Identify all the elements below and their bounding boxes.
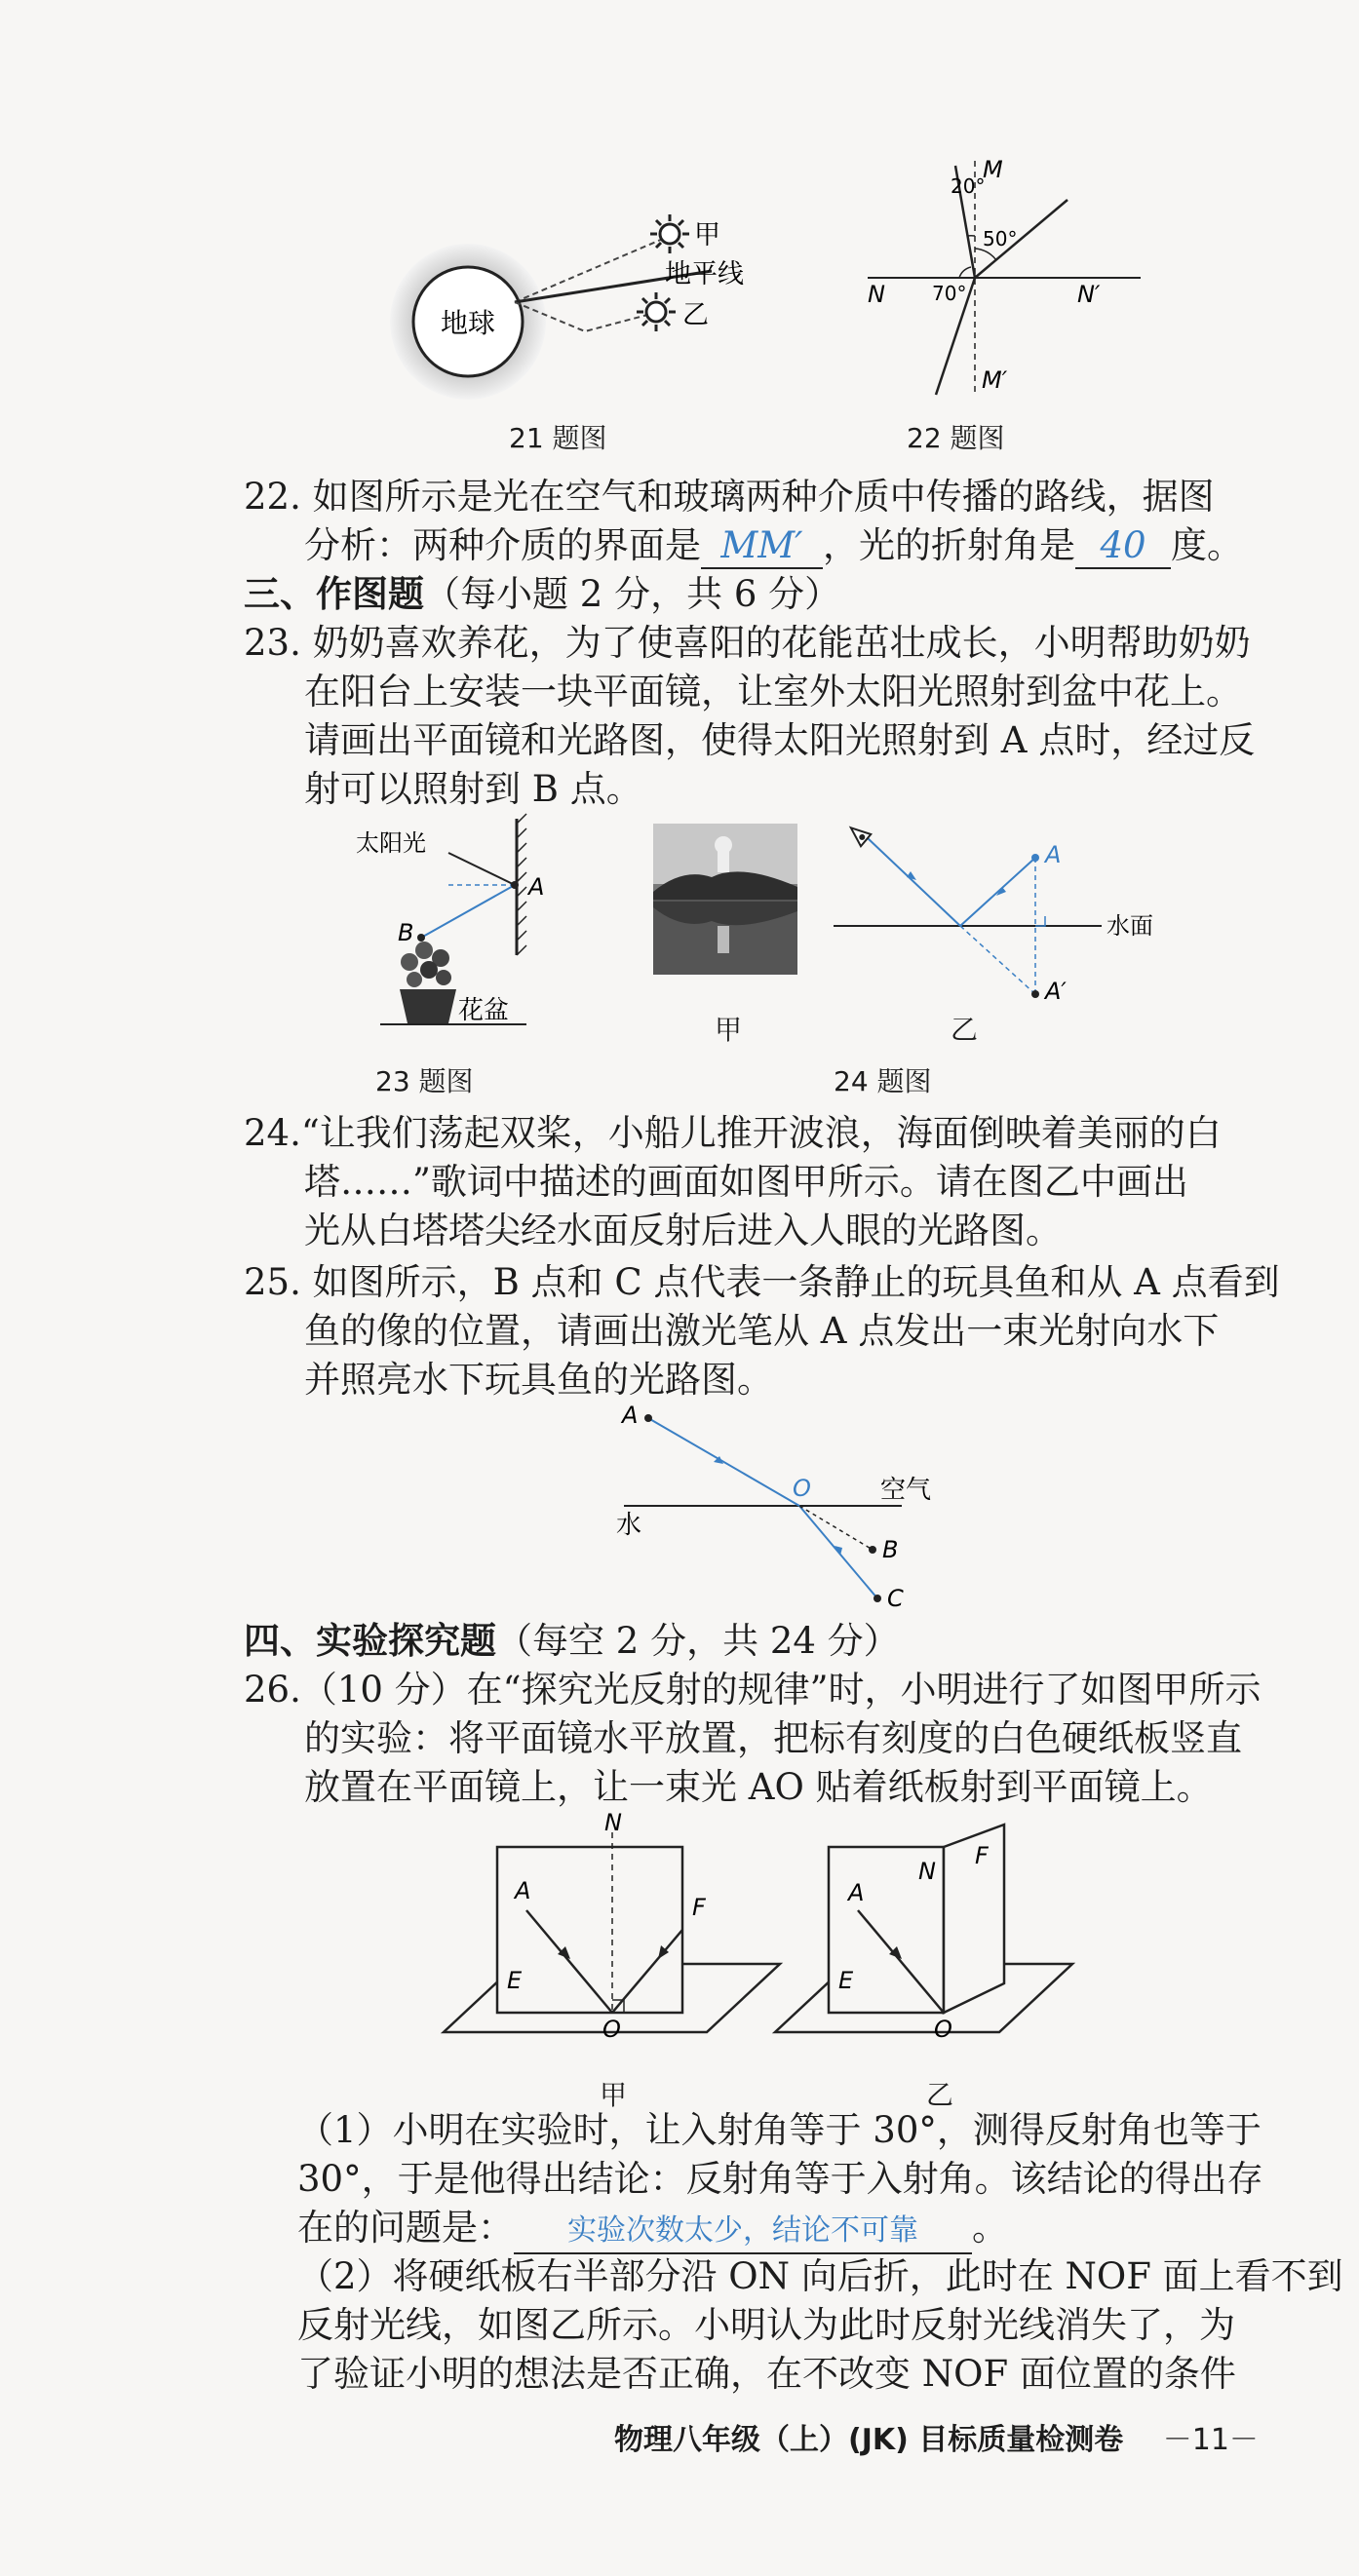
figure-24-jia-photo bbox=[653, 824, 797, 975]
q26-sub2-line3: 了验证小明的想法是否正确，在不改变 NOF 面位置的条件 bbox=[297, 2353, 1236, 2395]
label-A: A bbox=[515, 1877, 531, 1904]
figure-24-yi bbox=[829, 824, 1153, 1019]
figure-26-jia bbox=[439, 1809, 790, 2066]
label-O: O bbox=[793, 1475, 811, 1502]
figure-21-caption: 21 题图 bbox=[509, 422, 607, 454]
label-C: C bbox=[887, 1585, 904, 1612]
section3-note: （每小题 2 分，共 6 分） bbox=[424, 573, 841, 615]
q22-text-a: 分析：两种介质的界面是 bbox=[304, 524, 701, 566]
q24-line1: 24.“让我们荡起双桨，小船儿推开波浪，海面倒映着美丽的白 bbox=[244, 1112, 1222, 1154]
label-sunlight: 太阳光 bbox=[356, 829, 426, 857]
earth-label: 地球 bbox=[441, 307, 496, 339]
section4-note: （每空 2 分，共 24 分） bbox=[496, 1620, 900, 1662]
figure-26-yi-label: 乙 bbox=[926, 2079, 954, 2111]
label-N-prime: N′ bbox=[1077, 281, 1101, 308]
figure-23 bbox=[351, 814, 604, 1048]
q26-sub1-text-a: 在的问题是： bbox=[297, 2207, 514, 2249]
label-A-prime: A′ bbox=[1045, 978, 1067, 1005]
q26-sub1-line1: （1）小明在实验时，让入射角等于 30°，测得反射角也等于 bbox=[297, 2109, 1262, 2151]
figure-22-caption: 22 题图 bbox=[907, 422, 1005, 454]
q22-text-c: 度。 bbox=[1171, 524, 1243, 566]
label-N: N bbox=[604, 1809, 622, 1836]
section4-title: 四、实验探究题 bbox=[244, 1620, 496, 1662]
label-water-surface: 水面 bbox=[1107, 912, 1153, 940]
footer-title: 物理八年级（上）(JK) 目标质量检测卷 bbox=[614, 2423, 1124, 2457]
label-air: 空气 bbox=[880, 1476, 932, 1505]
q25-line1: 25. 如图所示，B 点和 C 点代表一条静止的玩具鱼和从 A 点看到 bbox=[244, 1261, 1280, 1303]
q22-answer-interface: MM′ bbox=[701, 524, 823, 569]
q23-line2: 在阳台上安装一块平面镜，让室外太阳光照射到盆中花上。 bbox=[304, 671, 1242, 712]
page-number: －11－ bbox=[1162, 2423, 1259, 2457]
label-N: N bbox=[918, 1858, 936, 1885]
q22-text-b: ，光的折射角是 bbox=[823, 524, 1075, 566]
figure-26-jia-label: 甲 bbox=[600, 2079, 628, 2111]
figure-24-jia-label: 甲 bbox=[715, 1014, 743, 1046]
label-20deg: 20° bbox=[951, 174, 986, 198]
page-footer bbox=[614, 2415, 1259, 2458]
q26-sub1-line2: 30°，于是他得出结论：反射角等于入射角。该结论的得出存 bbox=[297, 2158, 1263, 2200]
q22-line2 bbox=[304, 520, 1243, 571]
figure-24-yi-label: 乙 bbox=[951, 1014, 979, 1046]
label-F: F bbox=[975, 1842, 989, 1869]
q26-sub2-line1: （2）将硬纸板右半部分沿 ON 向后折，此时在 NOF 面上看不到 bbox=[297, 2255, 1343, 2297]
q24-line3: 光从白塔塔尖经水面反射后进入人眼的光路图。 bbox=[304, 1210, 1062, 1251]
star-jia-label: 甲 bbox=[694, 220, 720, 250]
label-B: B bbox=[882, 1536, 899, 1563]
label-70deg: 70° bbox=[932, 282, 967, 305]
label-A: A bbox=[622, 1402, 639, 1429]
q23-line4: 射可以照射到 B 点。 bbox=[304, 768, 642, 810]
q26-line2: 的实验：将平面镜水平放置，把标有刻度的白色硬纸板竖直 bbox=[304, 1717, 1242, 1759]
eye-icon bbox=[846, 822, 872, 846]
label-A: A bbox=[528, 873, 545, 901]
label-water: 水 bbox=[616, 1511, 642, 1540]
figure-25 bbox=[604, 1403, 975, 1618]
q26-line1: 26.（10 分）在“探究光反射的规律”时，小明进行了如图甲所示 bbox=[244, 1669, 1262, 1711]
label-F: F bbox=[692, 1894, 706, 1921]
section3-heading bbox=[244, 569, 840, 620]
figure-21 bbox=[390, 185, 799, 429]
label-E: E bbox=[507, 1967, 523, 1994]
label-O: O bbox=[934, 2016, 952, 2043]
label-M-prime: M′ bbox=[982, 366, 1008, 394]
label-A: A bbox=[1045, 841, 1062, 868]
label-B: B bbox=[398, 919, 414, 946]
q22-answer-angle: 40 bbox=[1075, 524, 1171, 569]
figure-22 bbox=[858, 156, 1150, 409]
q26-sub1-text-b: 。 bbox=[972, 2207, 1008, 2249]
section3-title: 三、作图题 bbox=[244, 573, 424, 615]
q24-line2: 塔……”歌词中描述的画面如图甲所示。请在图乙中画出 bbox=[304, 1161, 1188, 1203]
q25-line3: 并照亮水下玩具鱼的光路图。 bbox=[304, 1359, 773, 1401]
q26-sub2-line2: 反射光线，如图乙所示。小明认为此时反射光线消失了，为 bbox=[297, 2304, 1235, 2346]
sun-icon-yi bbox=[637, 292, 676, 331]
section4-heading bbox=[244, 1616, 900, 1667]
flower-icon bbox=[400, 942, 456, 1023]
horizon-label: 地平线 bbox=[665, 259, 744, 289]
label-O: O bbox=[602, 2016, 621, 2043]
q26-sub1-answer: 实验次数太少，结论不可靠 bbox=[514, 2210, 972, 2254]
figure-23-caption: 23 题图 bbox=[375, 1065, 474, 1097]
q23-line1: 23. 奶奶喜欢养花，为了使喜阳的花能茁壮成长，小明帮助奶奶 bbox=[244, 622, 1251, 664]
label-A: A bbox=[848, 1879, 865, 1906]
q26-line3: 放置在平面镜上，让一束光 AO 贴着纸板射到平面镜上。 bbox=[304, 1766, 1213, 1808]
q23-line3: 请画出平面镜和光路图，使得太阳光照射到 A 点时，经过反 bbox=[304, 719, 1256, 761]
q26-sub1-line3 bbox=[297, 2203, 1008, 2254]
label-N: N bbox=[868, 281, 885, 308]
q25-line2: 鱼的像的位置，请画出激光笔从 A 点发出一束光射向水下 bbox=[304, 1310, 1220, 1352]
label-M: M bbox=[983, 156, 1003, 183]
figure-26-yi bbox=[770, 1813, 1092, 2066]
figure-24-caption: 24 题图 bbox=[834, 1065, 932, 1097]
label-50deg: 50° bbox=[983, 227, 1018, 250]
sun-icon-jia bbox=[650, 214, 689, 253]
q22-line1: 22. 如图所示是光在空气和玻璃两种介质中传播的路线，据图 bbox=[244, 476, 1215, 518]
star-yi-label: 乙 bbox=[682, 300, 709, 330]
label-pot: 花盆 bbox=[458, 996, 510, 1025]
label-E: E bbox=[838, 1967, 854, 1994]
